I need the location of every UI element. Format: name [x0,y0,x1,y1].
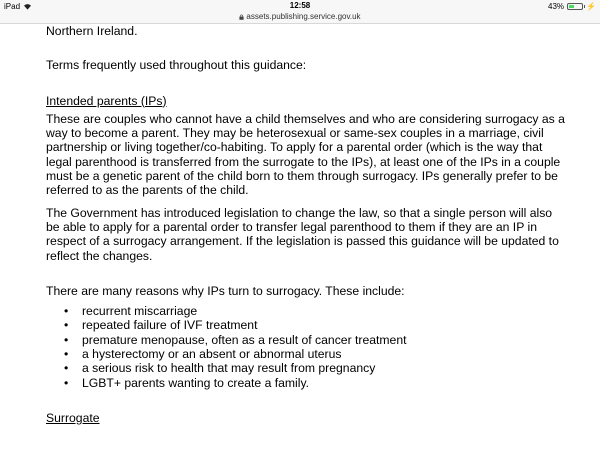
device-name: iPad [4,2,21,11]
status-right [548,2,596,11]
reasons-list [46,304,566,390]
battery-icon [567,3,583,10]
reasons-intro: There are many reasons why IPs turn to surrogacy. These include: [46,283,405,298]
intended-parents-heading: Intended parents (IPs) [46,93,167,108]
list-item: • a hysterectomy or an absent or abnormal uterus [46,347,566,361]
address-bar[interactable] [0,12,600,21]
terms-intro: Terms frequently used throughout this guidance: [46,58,307,73]
status-bar [0,0,600,24]
lock-icon [239,14,244,20]
list-item: • recurrent miscarriage [46,304,566,318]
list-item: • premature menopause, often as a result of cancer treatment [46,333,566,347]
surrogate-heading: Surrogate [46,410,100,425]
battery-percent: 43% [548,2,565,11]
url-text: assets.publishing.service.gov.uk [246,12,361,21]
list-item: • LGBT+ parents wanting to create a family. [46,376,566,390]
list-item: • repeated failure of IVF treatment [46,318,566,332]
clock: 12:58 [289,1,311,10]
list-item: • a serious risk to health that may result from pregnancy [46,361,566,375]
charging-bolt-icon: ⚡ [586,2,596,11]
text-line: Northern Ireland. [46,24,138,38]
document-body [46,24,566,425]
intended-parents-paragraph-2: The Government has introduced legislation to change the law, so that a single person will also be able to apply for a parental order to transfer legal parenthood to them if they are an IP in respect of a surrogacy arrangement. If the legislation is passed this guidance will be updated to reflect the changes. [46,205,559,263]
intended-parents-paragraph-1: These are couples who cannot have a child themselves and who are considering surrogacy as a way to become a parent. They may be heterosexual or same-sex couples in a marriage, civil partnership or living together/co-habiting. To apply for a parental order (which is the way that legal parenthood is transferred from the surrogate to the IPs), at least one of the IPs in a couple must be a genetic parent of the child born to them through surrogacy. IPs generally prefer to be referred to as the parents of the child. [46,111,565,198]
